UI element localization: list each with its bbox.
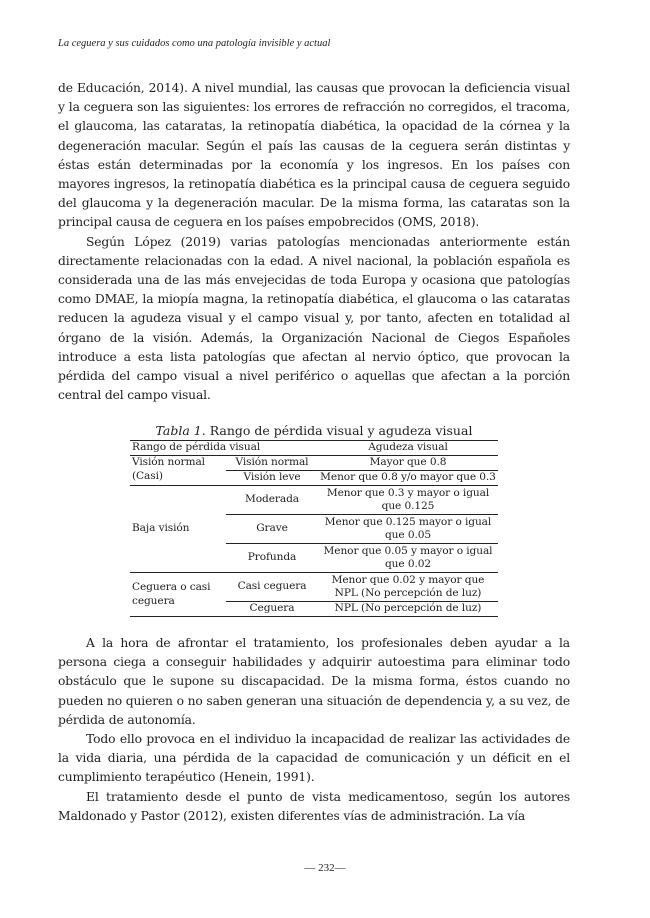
row-sub: Visión leve: [226, 471, 318, 486]
row-sub: Moderada: [226, 486, 318, 515]
row-sub: Profunda: [226, 544, 318, 573]
table-caption-label: Tabla 1.: [155, 423, 206, 438]
row-sub: Casi ceguera: [226, 573, 318, 602]
paragraph: de Educación, 2014). A nivel mundial, las causas que provocan la deficiencia visual y la ceguera son las siguientes: los errores de refracción no corregidos, el tracoma, el glaucoma, las cataratas, la retinopatía diabética, la opacidad de la córnea y la degeneración macular. Según el país las causas de la ceguera serán distintas y éstas están determinadas por la economía y los ingresos. En los países con mayores ingresos, la retinopatía diabética es la principal causa de ceguera seguido del glaucoma y la degeneración macular. De la misma forma, las cataratas son la principal causa de ceguera en los países empobrecidos (OMS, 2018).: [58, 81, 570, 230]
body-text-bottom: [58, 634, 570, 826]
table-row: [130, 573, 498, 602]
page-number: — 232—: [304, 862, 346, 874]
paragraph: A la hora de afrontar el tratamiento, los profesionales deben ayudar a la persona ciega a conseguir habilidades y adquirir autoestima para eliminar todo obstáculo que le supone su discapacidad. De la misma forma, éstos cuando no pueden no quieren o no saben generan una situación de dependencia y, a su vez, de pérdida de autonomía.: [58, 636, 570, 727]
row-sub: Ceguera: [226, 602, 318, 617]
vision-loss-table: [130, 440, 498, 617]
row-acuity: Menor que 0.8 y/o mayor que 0.3: [318, 471, 498, 486]
header-acuity: Agudeza visual: [318, 441, 498, 456]
running-header: La ceguera y sus cuidados como una patología invisible y actual: [58, 38, 331, 49]
table-row: [130, 486, 498, 515]
body-text-top: [58, 79, 570, 405]
table-header-row: [130, 441, 498, 456]
row-acuity: Menor que 0.02 y mayor que NPL (No percepción de luz): [318, 573, 498, 602]
table-caption-title: Rango de pérdida visual y agudeza visual: [209, 423, 473, 438]
paragraph: Según López (2019) varias patologías mencionadas anteriormente están directamente relacionadas con la edad. A nivel nacional, la población española es considerada una de las más envejecidas de toda Europa y ocasiona que patologías como DMAE, la miopía magna, la retinopatía diabética, el glaucoma o las cataratas reducen la agudeza visual y el campo visual y, por tanto, afecten en totalidad al órgano de la visión. Además, la Organización Nacional de Ciegos Españoles introduce a esta lista patologías que afectan al nervio óptico, que provocan la pérdida del campo visual a nivel periférico o aquellas que afectan a la porción central del campo visual.: [58, 234, 570, 403]
row-acuity: Menor que 0.05 y mayor o igual que 0.02: [318, 544, 498, 573]
group-low: Baja visión: [130, 486, 226, 573]
row-acuity: Menor que 0.3 y mayor o igual que 0.125: [318, 486, 498, 515]
row-sub: Grave: [226, 515, 318, 544]
table-1: [130, 422, 498, 617]
row-acuity: NPL (No percepción de luz): [318, 602, 498, 617]
table-row: [130, 456, 498, 471]
table-caption: [130, 422, 498, 440]
row-sub: Visión normal: [226, 456, 318, 471]
paragraph: El tratamiento desde el punto de vista medicamentoso, según los autores Maldonado y Pastor (2012), existen diferentes vías de administración. La vía: [58, 789, 570, 823]
group-normal: Visión normal (Casi): [130, 456, 226, 486]
row-acuity: Menor que 0.125 mayor o igual que 0.05: [318, 515, 498, 544]
row-acuity: Mayor que 0.8: [318, 456, 498, 471]
paragraph: Todo ello provoca en el individuo la incapacidad de realizar las actividades de la vida diaria, una pérdida de la capacidad de comunicación y un déficit en el cumplimiento terapéutico (Henein, 1991).: [58, 732, 570, 785]
header-range: Rango de pérdida visual: [130, 441, 318, 456]
group-blind: Ceguera o casi ceguera: [130, 573, 226, 617]
